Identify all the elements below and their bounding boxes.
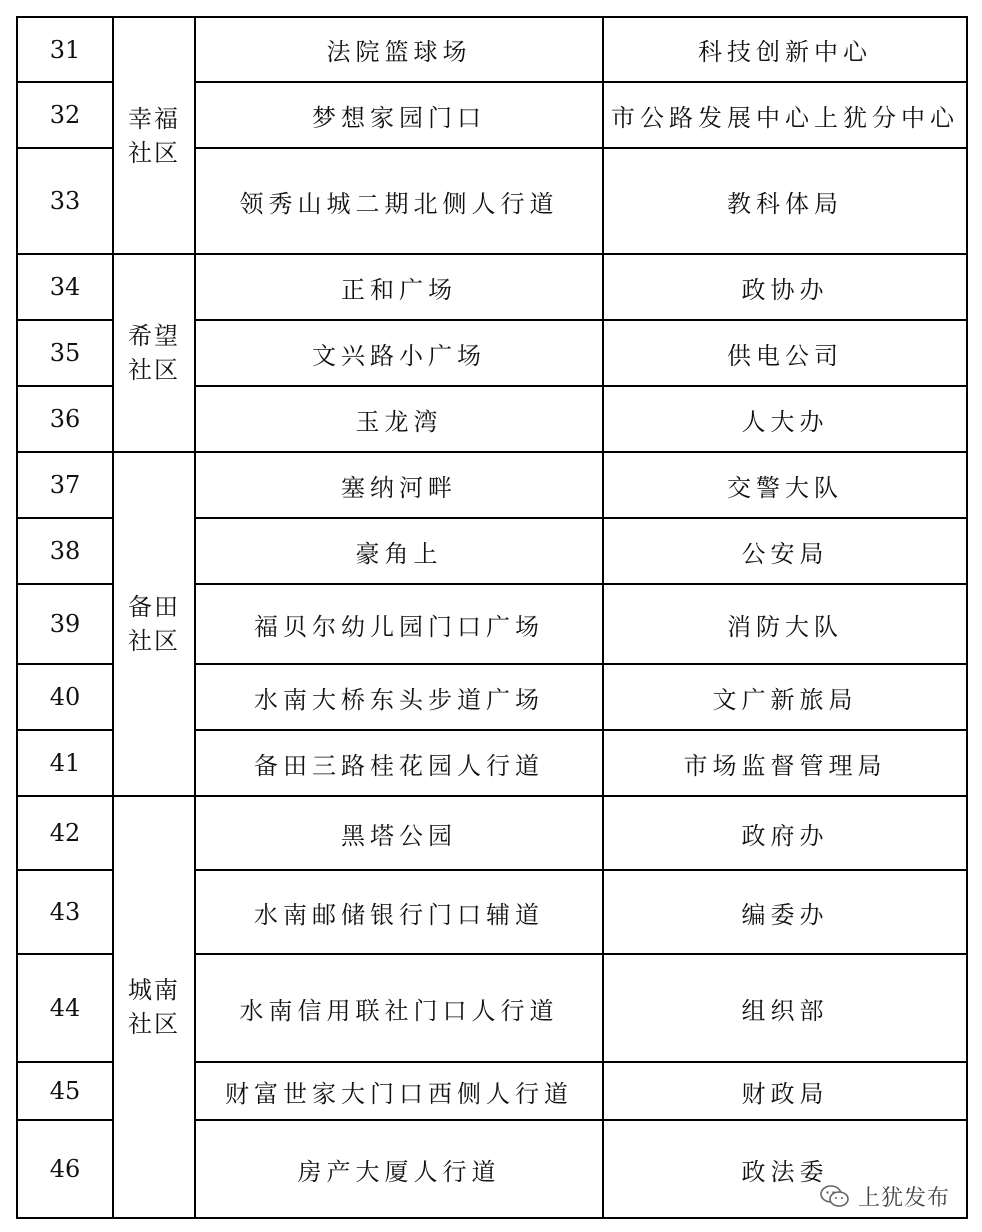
location-cell: 黑塔公园 <box>195 796 603 870</box>
row-number: 33 <box>17 148 113 254</box>
unit-cell: 组织部 <box>603 954 967 1062</box>
table-row <box>17 254 967 320</box>
unit-cell: 科技创新中心 <box>603 17 967 82</box>
unit-cell: 人大办 <box>603 386 967 452</box>
row-number: 38 <box>17 518 113 584</box>
unit-cell: 消防大队 <box>603 584 967 664</box>
row-number: 43 <box>17 870 113 954</box>
location-cell: 水南邮储银行门口辅道 <box>195 870 603 954</box>
community-name-line2: 社区 <box>128 1010 180 1038</box>
unit-cell: 政协办 <box>603 254 967 320</box>
location-cell: 备田三路桂花园人行道 <box>195 730 603 796</box>
community-cell <box>113 796 195 1218</box>
assignment-table <box>16 16 968 1219</box>
row-number: 46 <box>17 1120 113 1218</box>
row-number: 31 <box>17 17 113 82</box>
watermark <box>820 1181 950 1212</box>
location-cell: 豪角上 <box>195 518 603 584</box>
row-number: 36 <box>17 386 113 452</box>
community-name-line1: 希望 <box>128 322 180 350</box>
row-number: 35 <box>17 320 113 386</box>
location-cell: 文兴路小广场 <box>195 320 603 386</box>
row-number: 32 <box>17 82 113 148</box>
row-number: 42 <box>17 796 113 870</box>
community-name-line2: 社区 <box>128 138 180 167</box>
unit-cell: 文广新旅局 <box>603 664 967 730</box>
unit-cell: 市场监督管理局 <box>603 730 967 796</box>
location-cell: 玉龙湾 <box>195 386 603 452</box>
community-cell <box>113 17 195 254</box>
row-number: 44 <box>17 954 113 1062</box>
unit-cell: 教科体局 <box>603 148 967 254</box>
unit-cell: 财政局 <box>603 1062 967 1120</box>
unit-cell: 公安局 <box>603 518 967 584</box>
unit-cell: 政府办 <box>603 796 967 870</box>
location-cell: 福贝尔幼儿园门口广场 <box>195 584 603 664</box>
table-row <box>17 17 967 82</box>
community-name-line2: 社区 <box>128 627 180 655</box>
row-number: 41 <box>17 730 113 796</box>
location-cell: 财富世家大门口西侧人行道 <box>195 1062 603 1120</box>
location-cell: 领秀山城二期北侧人行道 <box>195 148 603 254</box>
community-name-line1: 幸福 <box>128 104 180 133</box>
row-number: 40 <box>17 664 113 730</box>
location-cell: 房产大厦人行道 <box>195 1120 603 1218</box>
unit-cell: 编委办 <box>603 870 967 954</box>
wechat-icon <box>820 1184 850 1210</box>
community-cell <box>113 452 195 796</box>
community-name-line1: 城南 <box>128 976 180 1004</box>
location-cell: 法院篮球场 <box>195 17 603 82</box>
row-number: 39 <box>17 584 113 664</box>
row-number: 34 <box>17 254 113 320</box>
location-cell: 正和广场 <box>195 254 603 320</box>
community-name-line1: 备田 <box>128 593 180 621</box>
location-cell: 水南大桥东头步道广场 <box>195 664 603 730</box>
row-number: 45 <box>17 1062 113 1120</box>
community-cell <box>113 254 195 452</box>
community-name-line2: 社区 <box>128 356 180 384</box>
table-row <box>17 796 967 870</box>
watermark-text: 上犹发布 <box>857 1186 950 1211</box>
table-row <box>17 452 967 518</box>
location-cell: 水南信用联社门口人行道 <box>195 954 603 1062</box>
location-cell: 梦想家园门口 <box>195 82 603 148</box>
row-number: 37 <box>17 452 113 518</box>
unit-cell: 交警大队 <box>603 452 967 518</box>
location-cell: 塞纳河畔 <box>195 452 603 518</box>
unit-cell: 市公路发展中心上犹分中心 <box>603 82 967 148</box>
unit-cell: 供电公司 <box>603 320 967 386</box>
unit-cell: 政法委 <box>603 1120 967 1218</box>
